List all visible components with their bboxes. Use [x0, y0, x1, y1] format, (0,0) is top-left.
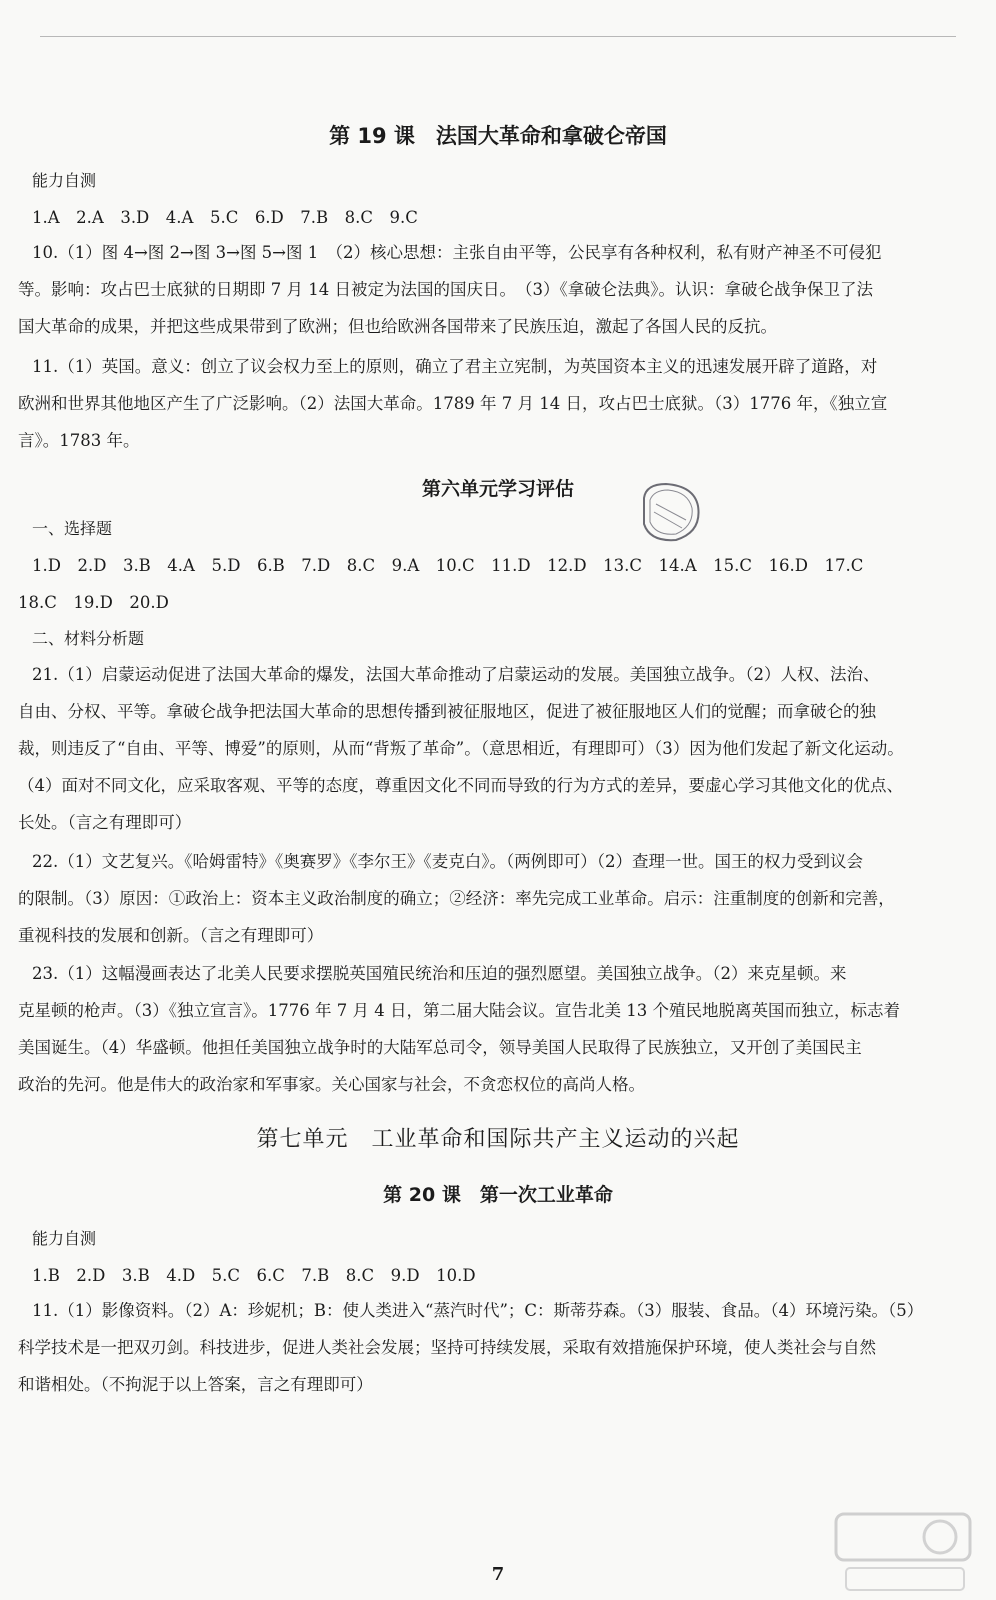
page-number: 7: [491, 1564, 505, 1585]
text-line: 22.（1）文艺复兴。《哈姆雷特》《奥赛罗》《李尔王》《麦克白》。（两例即可）（2）查理一世。国王的权力受到议会: [32, 852, 863, 871]
text-line: 裁，则违反了“自由、平等、博爱”的原则，从而“背叛了革命”。（意思相近，有理即可）（3）因为他们发起了新文化运动。: [18, 739, 904, 758]
text-line: 的限制。（3）原因：①政治上：资本主义政治制度的确立；②经济：率先完成工业革命。启示：注重制度的创新和完善，: [18, 889, 895, 908]
text-line: 10.（1）图 4→图 2→图 3→图 5→图 1 （2）核心思想：主张自由平等，公民享有各种权利，私有财产神圣不可侵犯: [32, 243, 882, 262]
lesson20-answers: 1.B 2.D 3.B 4.D 5.C 6.C 7.B 8.C 9.D 10.D: [32, 1266, 476, 1285]
text-line: 国大革命的成果，并把这些成果带到了欧洲；但也给欧洲各国带来了民族压迫，激起了各国人民的反抗。: [18, 317, 777, 336]
unit6-answers-row1: 1.D 2.D 3.B 4.A 5.D 6.B 7.D 8.C 9.A 10.C 11.D 12.D 13.C 14.A 15.C 16.D 17.C: [32, 556, 864, 575]
text-line: 美国诞生。（4）华盛顿。他担任美国独立战争时的大陆军总司令，领导美国人民取得了民族独立，又开创了美国民主: [18, 1038, 862, 1057]
unit7-title: 第七单元 工业革命和国际共产主义运动的兴起: [256, 1127, 740, 1152]
lesson19-answers: 1.A 2.A 3.D 4.A 5.C 6.D 7.B 8.C 9.C: [32, 208, 418, 227]
lesson19-section: 能力自测: [32, 171, 97, 190]
text-line: 21.（1）启蒙运动促进了法国大革命的爆发，法国大革命推动了启蒙运动的发展。美国独立战争。（2）人权、法治、: [32, 665, 880, 684]
stamp-icon: [636, 480, 704, 544]
text-line: 11.（1）英国。意义：创立了议会权力至上的原则，确立了君主立宪制，为英国资本主义的迅速发展开辟了道路，对: [32, 357, 878, 376]
text-line: 科学技术是一把双刃剑。科技进步，促进人类社会发展；坚持可持续发展，采取有效措施保护环境，使人类社会与自然: [18, 1338, 876, 1357]
text-line: 重视科技的发展和创新。（言之有理即可）: [18, 926, 324, 945]
watermark-logo-icon: [828, 1500, 978, 1600]
unit6-answers-row2: 18.C 19.D 20.D: [18, 593, 169, 612]
text-line: （4）面对不同文化，应采取客观、平等的态度，尊重因文化不同而导致的行为方式的差异，要虚心学习其他文化的优点、: [18, 776, 903, 795]
text-line: 和谐相处。（不拘泥于以上答案，言之有理即可）: [18, 1375, 373, 1394]
text-line: 23.（1）这幅漫画表达了北美人民要求摆脱英国殖民统治和压迫的强烈愿望。美国独立战争。（2）来克星顿。来: [32, 964, 847, 983]
text-line: 政治的先河。他是伟大的政治家和军事家。关心国家与社会，不贪恋权位的高尚人格。: [18, 1075, 645, 1094]
text-line: 等。影响：攻占巴士底狱的日期即 7 月 14 日被定为法国的国庆日。 （3）《拿破仑法典》。认识：拿破仑战争保卫了法: [18, 280, 873, 299]
text-line: 11.（1）影像资料。（2）A：珍妮机；B：使人类进入“蒸汽时代”；C：斯蒂芬森。（3）服装、食品。（4）环境污染。（5）: [32, 1301, 924, 1320]
text-line: 克星顿的枪声。（3）《独立宣言》。1776 年 7 月 4 日，第二届大陆会议。宣告北美 13 个殖民地脱离英国而独立，标志着: [18, 1001, 900, 1020]
text-line: 长处。（言之有理即可）: [18, 813, 192, 832]
top-rule: [40, 36, 956, 37]
unit6-title: 第六单元学习评估: [421, 478, 574, 500]
text-line: 欧洲和世界其他地区产生了广泛影响。（2）法国大革命。1789 年 7 月 14 日，攻占巴士底狱。（3）1776 年，《独立宣: [18, 394, 888, 413]
text-line: 自由、分权、平等。拿破仑战争把法国大革命的思想传播到被征服地区，促进了被征服地区人们的觉醒；而拿破仑的独: [18, 702, 876, 721]
unit6-part1: 一、选择题: [32, 519, 113, 538]
lesson20-title: 第 20 课 第一次工业革命: [383, 1184, 613, 1206]
unit6-part2: 二、材料分析题: [32, 629, 145, 648]
lesson19-title: 第 19 课 法国大革命和拿破仑帝国: [329, 124, 667, 148]
lesson20-section: 能力自测: [32, 1229, 97, 1248]
text-line: 言》。1783 年。: [18, 431, 140, 450]
